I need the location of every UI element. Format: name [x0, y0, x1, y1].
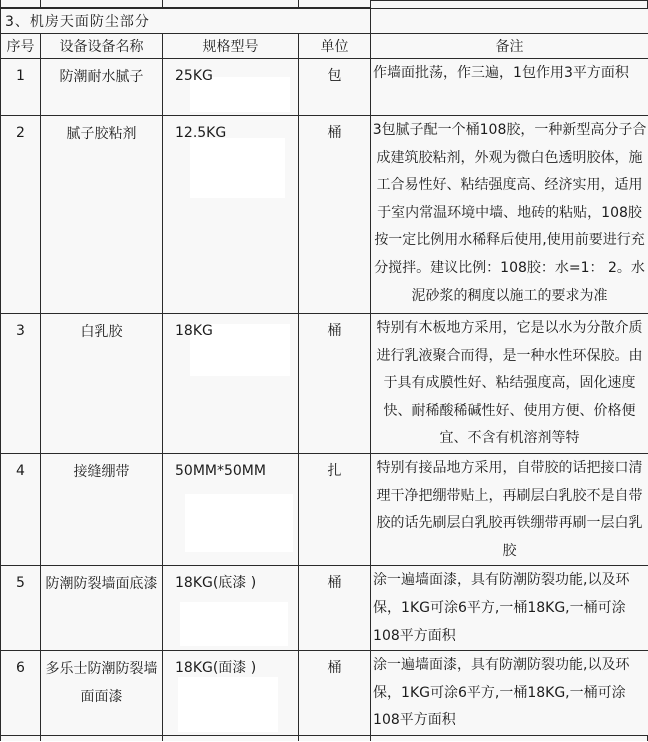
cell-unit[interactable]: 桶 — [299, 651, 371, 736]
sliver-cell — [371, 0, 648, 8]
spec-text: 12.5KG — [175, 125, 227, 141]
cell-no[interactable]: 5 — [1, 566, 41, 651]
header-name[interactable]: 设备设备名称 — [41, 34, 163, 59]
cell-unit[interactable]: 桶 — [299, 566, 371, 651]
cell-remark[interactable]: 涂一遍墙面漆，具有防潮防裂功能,以及环保，1KG可涂6平方,一桶18KG,一桶可涂108平方面积 — [371, 566, 648, 651]
cell-remark[interactable]: 特别有接品地方采用，自带胶的话把接口清理干净把绷带贴上，再刷层白乳胶不是自带胶的话先刷层白乳胶再铁绷带再刷一层白乳胶 — [371, 454, 648, 566]
spec-text: 18KG(面漆 ) — [175, 660, 257, 677]
table-row — [1, 651, 648, 736]
section-title-row — [1, 9, 648, 34]
cell-spec[interactable] — [163, 314, 299, 454]
section-title[interactable]: 3、机房天面防尘部分 — [1, 9, 371, 34]
previous-table-row-sliver — [0, 0, 648, 8]
cell-name[interactable]: 接缝绷带 — [41, 454, 163, 566]
spec-text: 50MM*50MM — [175, 463, 266, 479]
cell-unit[interactable]: 桶 — [299, 116, 371, 314]
redaction-patch — [190, 138, 285, 198]
cell-spec[interactable] — [163, 651, 299, 736]
table-row — [1, 454, 648, 566]
header-remark[interactable]: 备注 — [371, 34, 648, 59]
header-spec[interactable]: 规格型号 — [163, 34, 299, 59]
cell-name[interactable]: 防潮防裂墙面底漆 — [41, 566, 163, 651]
section-title-empty-cell[interactable] — [371, 9, 648, 34]
cell-remark[interactable]: 特别有木板地方采用，它是以水为分散介质进行乳液聚合而得，是一种水性环保胶。由于具有成膜性好、粘结强度高，固化速度快、耐稀酸稀碱性好、使用方便、价格便宜、不含有机溶剂等特 — [371, 314, 648, 454]
sliver-cell — [299, 736, 371, 741]
table-row — [1, 116, 648, 314]
cell-no[interactable]: 1 — [1, 59, 41, 116]
redaction-patch — [178, 677, 278, 732]
sliver-cell — [371, 736, 648, 741]
cell-unit[interactable]: 扎 — [299, 454, 371, 566]
cell-unit[interactable]: 桶 — [299, 314, 371, 454]
spec-text: 18KG(底漆 ) — [175, 575, 257, 592]
cell-remark[interactable]: 3包腻子配一个桶108胶，一种新型高分子合成建筑胶粘剂，外观为微白色透明胶体，施工合易性好、粘结强度高、经济实用，适用于室内常温环境中墙、地砖的粘贴，108胶按一定比例用水稀释后使用,使用前要进行充分搅拌。建议比例：108胶：水=1： 2。水泥砂浆的稠度以施工的要求为准 — [371, 116, 648, 314]
cell-remark[interactable]: 涂一遍墙面漆，具有防潮防裂功能,以及环保，1KG可涂6平方,一桶18KG,一桶可涂108平方面积 — [371, 651, 648, 736]
cell-remark[interactable]: 作墙面批荡，作三遍，1包作用3平方面积 — [371, 59, 648, 116]
cell-no[interactable]: 2 — [1, 116, 41, 314]
table-header-row — [1, 34, 648, 59]
sliver-cell — [41, 736, 163, 741]
cell-spec[interactable] — [163, 454, 299, 566]
next-table-row-sliver — [0, 736, 648, 741]
table-row — [1, 314, 648, 454]
sliver-cell — [299, 0, 371, 8]
sliver-cell — [41, 0, 163, 8]
cell-name[interactable]: 白乳胶 — [41, 314, 163, 454]
table-row — [1, 566, 648, 651]
cell-unit[interactable]: 包 — [299, 59, 371, 116]
spec-text: 25KG — [175, 68, 213, 84]
cell-spec[interactable] — [163, 116, 299, 314]
sliver-cell — [163, 0, 299, 8]
cell-name[interactable]: 多乐士防潮防裂墙面面漆 — [41, 651, 163, 736]
cell-no[interactable]: 6 — [1, 651, 41, 736]
cell-spec[interactable] — [163, 59, 299, 116]
cell-no[interactable]: 3 — [1, 314, 41, 454]
header-unit[interactable]: 单位 — [299, 34, 371, 59]
spec-text: 18KG — [175, 323, 213, 339]
sliver-cell — [1, 0, 41, 8]
redaction-patch — [185, 494, 293, 552]
cell-spec[interactable] — [163, 566, 299, 651]
sliver-cell — [1, 736, 41, 741]
sliver-cell — [163, 736, 299, 741]
table-row — [1, 59, 648, 116]
cell-no[interactable]: 4 — [1, 454, 41, 566]
header-no[interactable]: 序号 — [1, 34, 41, 59]
materials-table — [0, 8, 648, 736]
cell-name[interactable]: 防潮耐水腻子 — [41, 59, 163, 116]
cell-name[interactable]: 腻子胶粘剂 — [41, 116, 163, 314]
redaction-patch — [180, 602, 288, 646]
